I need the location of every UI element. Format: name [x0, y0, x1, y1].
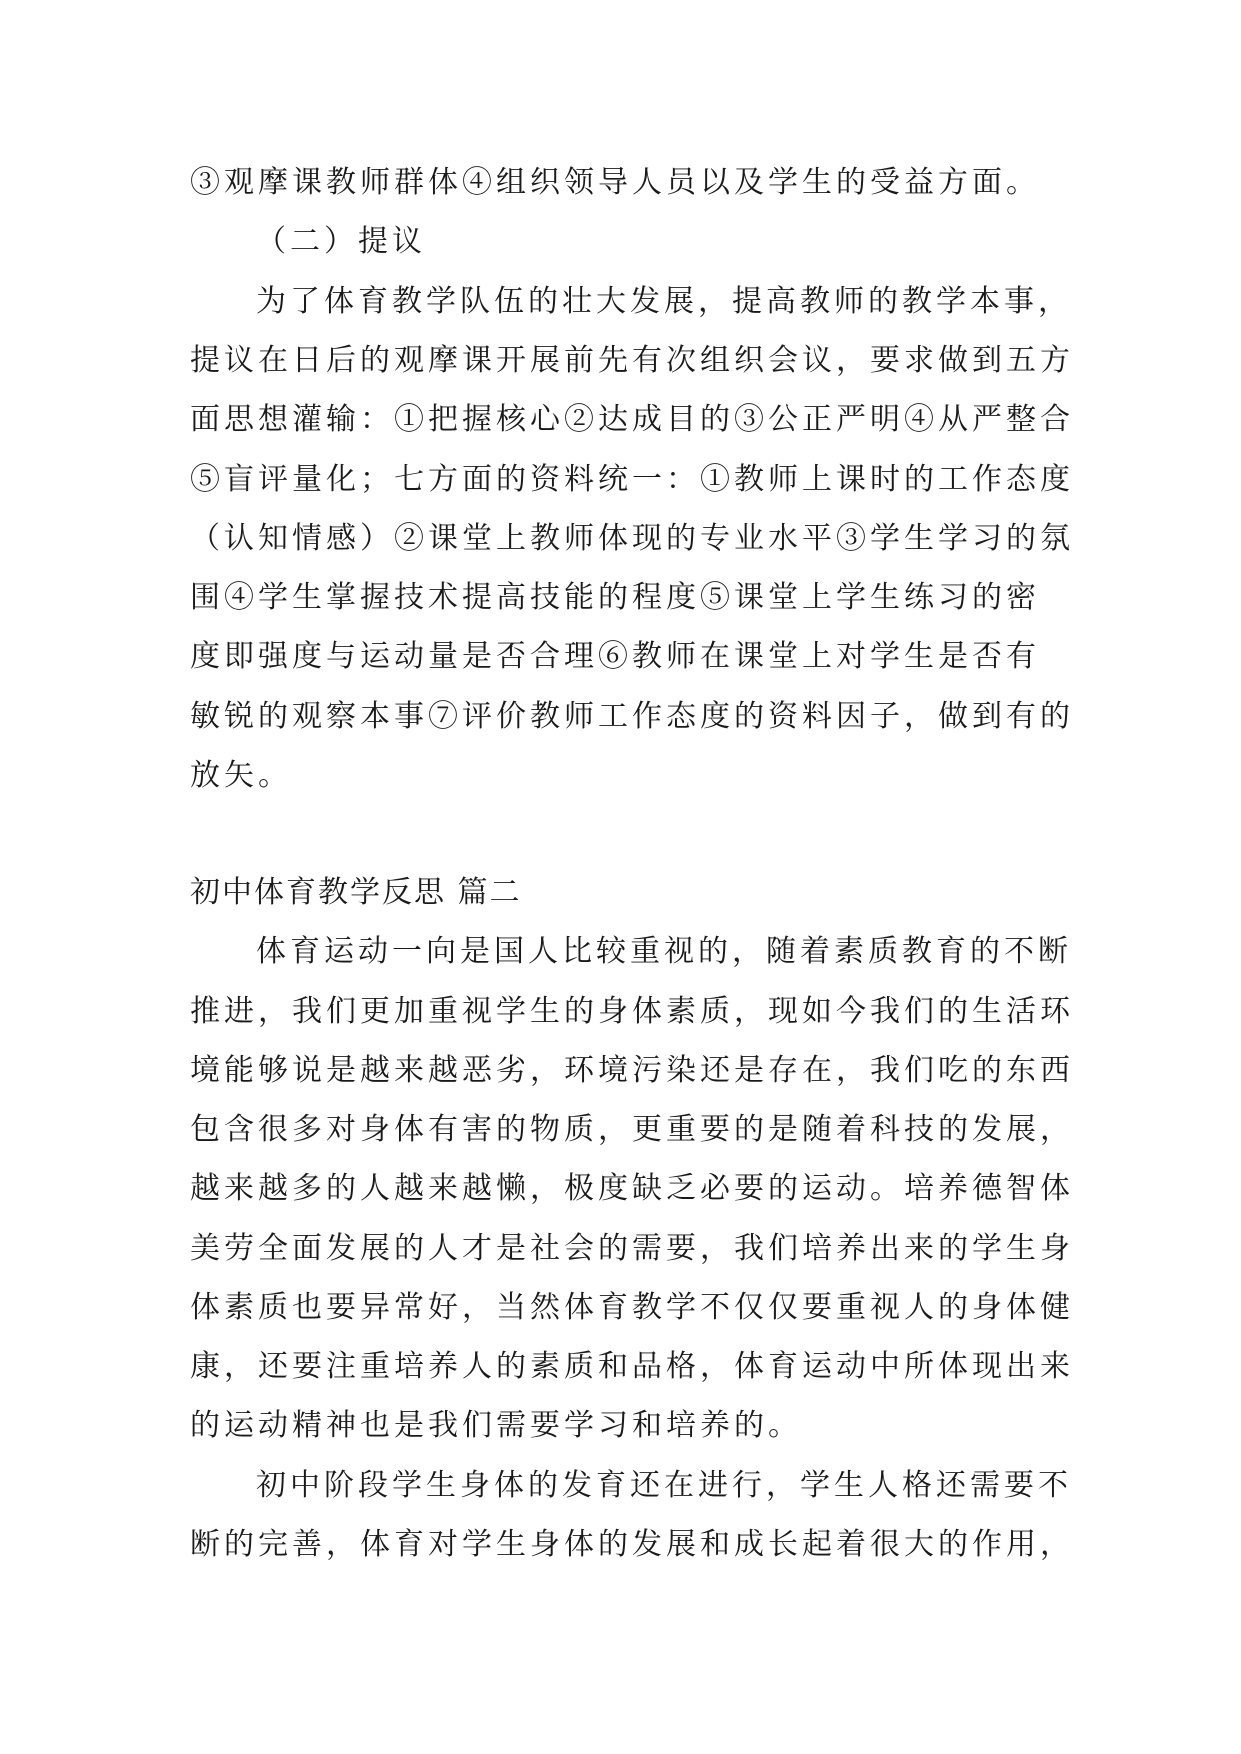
paragraph-line: 推进，我们更加重视学生的身体素质，现如今我们的生活环	[190, 994, 1074, 1029]
paragraph-line: 围④学生掌握技术提高技能的程度⑤课堂上学生练习的密	[190, 580, 1040, 615]
paragraph-line: 提议在日后的观摩课开展前先有次组织会议，要求做到五方	[190, 343, 1074, 378]
paragraph-line: 的运动精神也是我们需要学习和培养的。	[190, 1408, 802, 1443]
paragraph-line: 面思想灌输：①把握核心②达成目的③公正严明④从严整合	[190, 402, 1074, 437]
paragraph-line: 体素质也要异常好，当然体育教学不仅仅要重视人的身体健	[190, 1290, 1074, 1325]
paragraph-line: 敏锐的观察本事⑦评价教师工作态度的资料因子，做到有的	[190, 699, 1074, 734]
paragraph-line: 度即强度与运动量是否合理⑥教师在课堂上对学生是否有	[190, 639, 1040, 674]
paragraph-line: （认知情感）②课堂上教师体现的专业水平③学生学习的氛	[190, 521, 1074, 556]
paragraph-line: ⑤盲评量化；七方面的资料统一：①教师上课时的工作态度	[190, 462, 1074, 497]
paragraph-line: 初中阶段学生身体的发育还在进行，学生人格还需要不	[256, 1468, 1072, 1503]
paragraph-line: 包含很多对身体有害的物质，更重要的是随着科技的发展，	[190, 1112, 1074, 1147]
text-line: ③观摩课教师群体④组织领导人员以及学生的受益方面。	[190, 165, 1040, 200]
subheading: （二）提议	[256, 224, 426, 259]
paragraph-line: 放矢。	[190, 758, 292, 793]
paragraph-line: 体育运动一向是国人比较重视的，随着素质教育的不断	[256, 934, 1072, 969]
paragraph-line: 康，还要注重培养人的素质和品格，体育运动中所体现出来	[190, 1349, 1074, 1384]
section-title: 初中体育教学反思 篇二	[190, 875, 522, 910]
paragraph-line: 境能够说是越来越恶劣，环境污染还是存在，我们吃的东西	[190, 1053, 1074, 1088]
paragraph-line: 为了体育教学队伍的壮大发展，提高教师的教学本事，	[256, 284, 1072, 319]
paragraph-line: 越来越多的人越来越懒，极度缺乏必要的运动。培养德智体	[190, 1171, 1074, 1206]
paragraph-line: 美劳全面发展的人才是社会的需要，我们培养出来的学生身	[190, 1231, 1074, 1266]
paragraph-line: 断的完善，体育对学生身体的发展和成长起着很大的作用，	[190, 1527, 1074, 1562]
